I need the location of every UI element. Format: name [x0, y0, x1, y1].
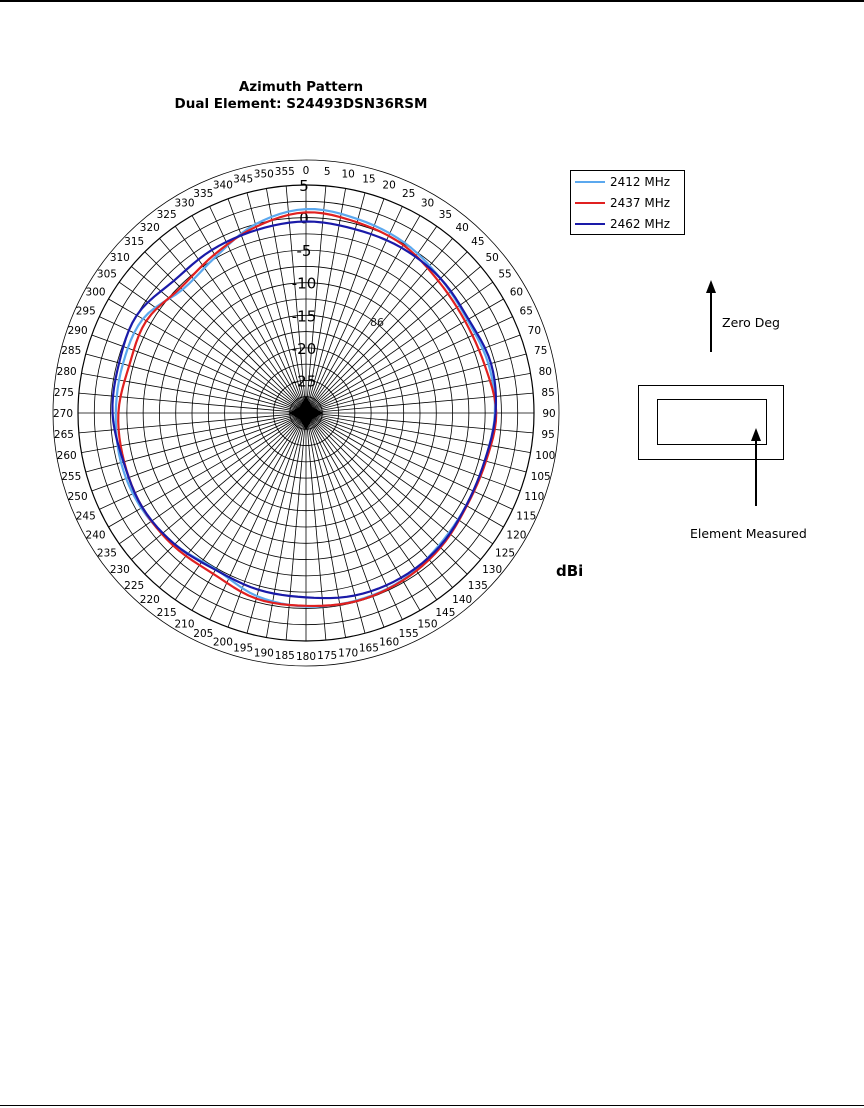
angle-tick-label: 350 [253, 168, 274, 181]
angle-tick-label: 275 [53, 386, 74, 399]
angle-tick-label: 70 [527, 324, 542, 337]
legend-label-2462: 2462 MHz [610, 217, 671, 231]
radial-tick-label: -25 [291, 372, 317, 391]
legend-swatch-2437 [575, 202, 605, 204]
chart-title: Azimuth Pattern [238, 79, 364, 95]
angle-tick-label: 75 [534, 345, 548, 358]
unit-label: dBi [556, 562, 584, 580]
angle-tick-label: 5 [323, 165, 331, 178]
zero-deg-arrow-head [706, 280, 716, 293]
radial-tick-label: -15 [291, 307, 317, 326]
grid-spoke [306, 206, 402, 413]
legend-item-2412 [575, 173, 670, 191]
angle-tick-label: 170 [338, 647, 359, 660]
angle-tick-label: 40 [455, 221, 469, 234]
angle-tick-label: 0 [302, 165, 310, 177]
angle-tick-label: 205 [193, 628, 214, 641]
angle-tick-label: 345 [233, 173, 254, 186]
angle-tick-label: 225 [124, 579, 145, 592]
angle-tick-label: 320 [139, 221, 160, 234]
angle-tick-label: 215 [156, 607, 177, 620]
angle-tick-label: 45 [471, 236, 485, 249]
grid-spoke [306, 317, 513, 413]
angle-tick-label: 240 [85, 529, 106, 542]
radial-tick-label: -10 [291, 274, 317, 293]
grid-spoke [99, 413, 306, 509]
angle-tick-label: 25 [402, 187, 416, 200]
angle-tick-label: 85 [541, 386, 555, 399]
angle-tick-label: 55 [498, 268, 512, 281]
angle-tick-label: 30 [420, 197, 435, 210]
angle-tick-label: 265 [53, 429, 74, 442]
angle-tick-label: 340 [212, 179, 233, 192]
radial-tick-label: 5 [299, 177, 309, 195]
angle-tick-label: 165 [358, 642, 379, 655]
angle-tick-label: 305 [96, 268, 117, 281]
angle-tick-label: 290 [67, 324, 88, 337]
angle-tick-label: 140 [452, 594, 473, 607]
angle-tick-label: 130 [482, 564, 503, 577]
angle-tick-label: 150 [417, 618, 438, 631]
antenna-element-box [657, 399, 767, 445]
angle-tick-label: 20 [382, 179, 396, 192]
angle-tick-label: 230 [109, 564, 130, 577]
angle-tick-label: 245 [75, 510, 96, 523]
grid-spoke [306, 199, 384, 413]
angle-tick-label: 260 [56, 450, 77, 463]
angle-tick-label: 210 [174, 618, 195, 631]
angle-tick-label: 300 [85, 286, 106, 299]
angle-tick-label: 145 [435, 607, 456, 620]
angle-tick-label: 220 [139, 594, 160, 607]
angle-tick-label: 315 [124, 236, 145, 249]
angle-tick-label: 250 [67, 491, 88, 504]
radial-tick-label: -5 [296, 242, 312, 261]
angle-tick-label: 310 [109, 251, 130, 264]
angle-tick-label: 110 [524, 491, 545, 504]
angle-tick-label: 335 [193, 187, 214, 200]
zero-deg-label: Zero Deg [722, 315, 780, 330]
angle-tick-label: 135 [467, 579, 488, 592]
angle-tick-label: 120 [506, 529, 527, 542]
angle-tick-label: 60 [509, 286, 524, 299]
legend-label-2412: 2412 MHz [610, 175, 671, 189]
angle-tick-label: 175 [317, 650, 338, 663]
angle-tick-label: 10 [341, 168, 355, 181]
legend-swatch-2462 [575, 223, 605, 225]
angle-tick-label: 180 [295, 651, 317, 663]
legend-swatch-2412 [575, 181, 605, 183]
angle-tick-label: 105 [530, 470, 551, 483]
angle-tick-label: 15 [362, 173, 376, 186]
legend [570, 170, 685, 235]
angle-tick-label: 190 [253, 647, 274, 660]
angle-tick-label: 90 [542, 408, 556, 420]
angle-tick-label: 50 [485, 251, 499, 264]
angle-tick-label: 100 [535, 450, 556, 463]
angle-tick-label: 125 [495, 547, 516, 560]
legend-item-2462 [575, 215, 670, 233]
angle-tick-label: 285 [61, 345, 82, 358]
angle-tick-label: 355 [274, 165, 295, 178]
inner-annotation: 86 [370, 316, 384, 329]
angle-tick-label: 80 [538, 365, 552, 378]
grid-spoke [306, 413, 513, 509]
angle-tick-label: 115 [516, 510, 537, 523]
chart-subtitle: Dual Element: S24493DSN36RSM [174, 96, 428, 112]
radial-tick-label: -20 [291, 339, 317, 358]
angle-tick-label: 325 [156, 208, 177, 221]
element-measured-label: Element Measured [690, 526, 807, 541]
grid-spoke [92, 413, 306, 491]
legend-item-2437 [575, 194, 670, 212]
angle-tick-label: 155 [398, 628, 419, 641]
angle-tick-label: 295 [75, 305, 96, 318]
angle-tick-label: 255 [61, 470, 82, 483]
radial-tick-label: 0 [299, 209, 309, 228]
angle-tick-label: 280 [56, 365, 77, 378]
angle-tick-label: 185 [274, 650, 295, 663]
angle-tick-label: 160 [379, 636, 400, 649]
grid-spoke [247, 413, 306, 633]
angle-tick-label: 270 [52, 408, 74, 420]
angle-tick-label: 65 [519, 305, 533, 318]
grid-spoke [228, 413, 306, 627]
angle-tick-label: 330 [174, 197, 195, 210]
angle-tick-label: 95 [541, 429, 555, 442]
angle-tick-label: 200 [212, 636, 233, 649]
legend-label-2437: 2437 MHz [610, 196, 671, 210]
angle-tick-label: 35 [438, 208, 453, 221]
angle-tick-label: 235 [96, 547, 117, 560]
angle-tick-label: 195 [233, 642, 254, 655]
